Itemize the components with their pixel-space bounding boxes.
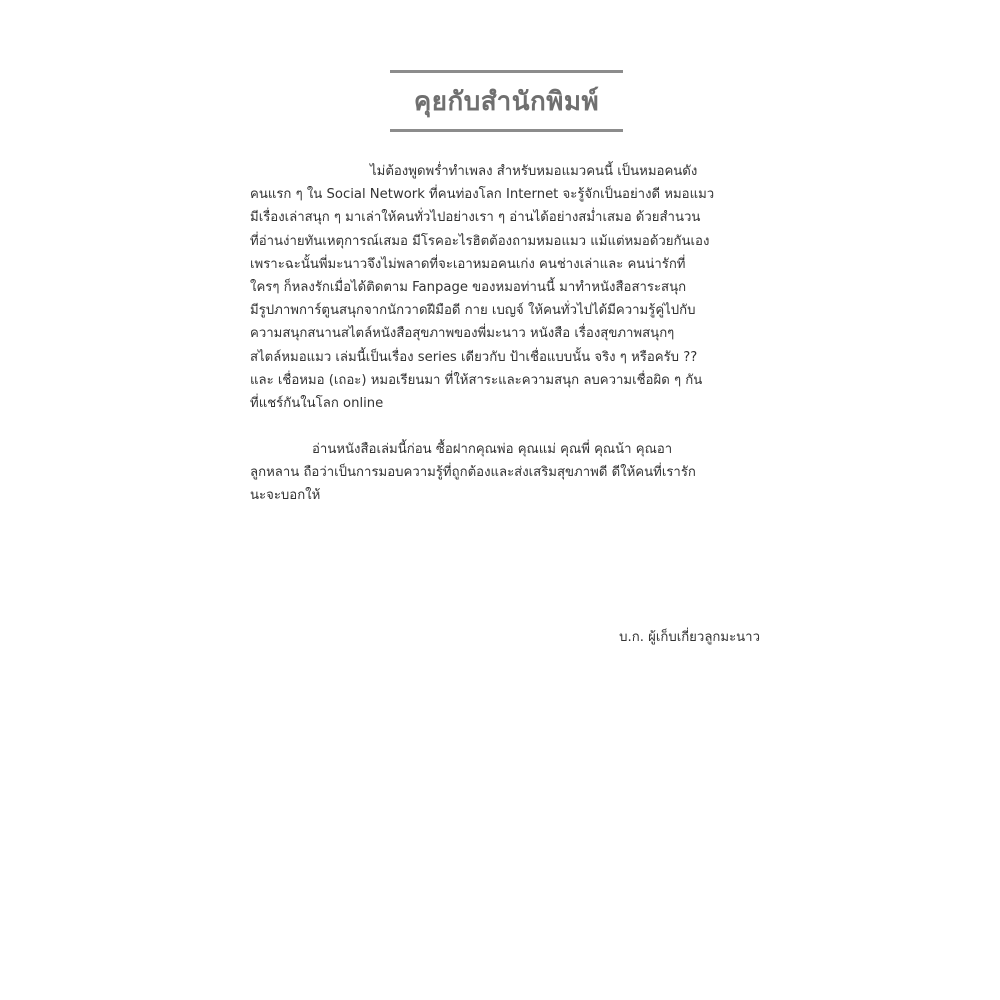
paragraph-1-line: ใครๆ ก็หลงรักเมื่อได้ติดตาม Fanpage ของหมอท่านนี้ มาทำหนังสือสาระสนุก: [250, 279, 687, 295]
editor-signature: บ.ก. ผู้เก็บเกี่ยวลูกมะนาว: [619, 630, 760, 645]
title-frame: [390, 70, 623, 132]
paragraph-1-line: ที่อ่านง่ายทันเหตุการณ์เสมอ มีโรคอะไรฮิตต้องถามหมอแมว แม้แต่หมอด้วยกันเอง: [250, 233, 710, 249]
paragraph-1-line: ไม่ต้องพูดพร่ำทำเพลง สำหรับหมอแมวคนนี้ เป็นหมอคนดัง: [370, 164, 698, 179]
paragraph-2-line: อ่านหนังสือเล่มนี้ก่อน ซื้อฝากคุณพ่อ คุณแม่ คุณพี่ คุณน้า คุณอา: [312, 442, 673, 458]
paragraph-1-line: คนแรก ๆ ใน Social Network ที่คนท่องโลก Internet จะรู้จักเป็นอย่างดี หมอแมว: [250, 187, 715, 203]
paragraph-1-line: และ เชื่อหมอ (เถอะ) หมอเรียนมา ที่ให้สาระและความสนุก ลบความเชื่อผิด ๆ กัน: [250, 372, 703, 388]
paragraph-gap: [250, 415, 762, 438]
body-text: [250, 160, 762, 508]
paragraph-1-line: ความสนุกสนานสไตล์หนังสือสุขภาพของพี่มะนาว หนังสือ เรื่องสุขภาพสนุกๆ: [250, 326, 675, 342]
paragraph-1-line: มีเรื่องเล่าสนุก ๆ มาเล่าให้คนทั่วไปอย่างเรา ๆ อ่านได้อย่างสม่ำเสมอ ด้วยสำนวน: [250, 210, 701, 226]
page-title: คุยกับสำนักพิมพ์: [413, 86, 600, 117]
paragraph-2-line: ลูกหลาน ถือว่าเป็นการมอบความรู้ที่ถูกต้องและส่งเสริมสุขภาพดี ดีให้คนที่เรารัก: [250, 465, 696, 481]
paragraph-1-line: สไตล์หมอแมว เล่มนี้เป็นเรื่อง series เดียวกับ ป้าเชื่อแบบนั้น จริง ๆ หรือครับ ??: [250, 349, 698, 365]
paragraph-1-line: ที่แชร์กันในโลก online: [250, 395, 384, 411]
paragraph-2-line: นะจะบอกให้: [250, 488, 321, 504]
paragraph-1-line: มีรูปภาพการ์ตูนสนุกจากนักวาดฝีมือดี กาย เบญจ์ ให้คนทั่วไปได้มีความรู้คู่ไปกับ: [250, 303, 696, 319]
paragraph-1-line: เพราะฉะนั้นพี่มะนาวจึงไม่พลาดที่จะเอาหมอคนเก่ง คนช่างเล่าและ คนน่ารักที่: [250, 256, 686, 272]
